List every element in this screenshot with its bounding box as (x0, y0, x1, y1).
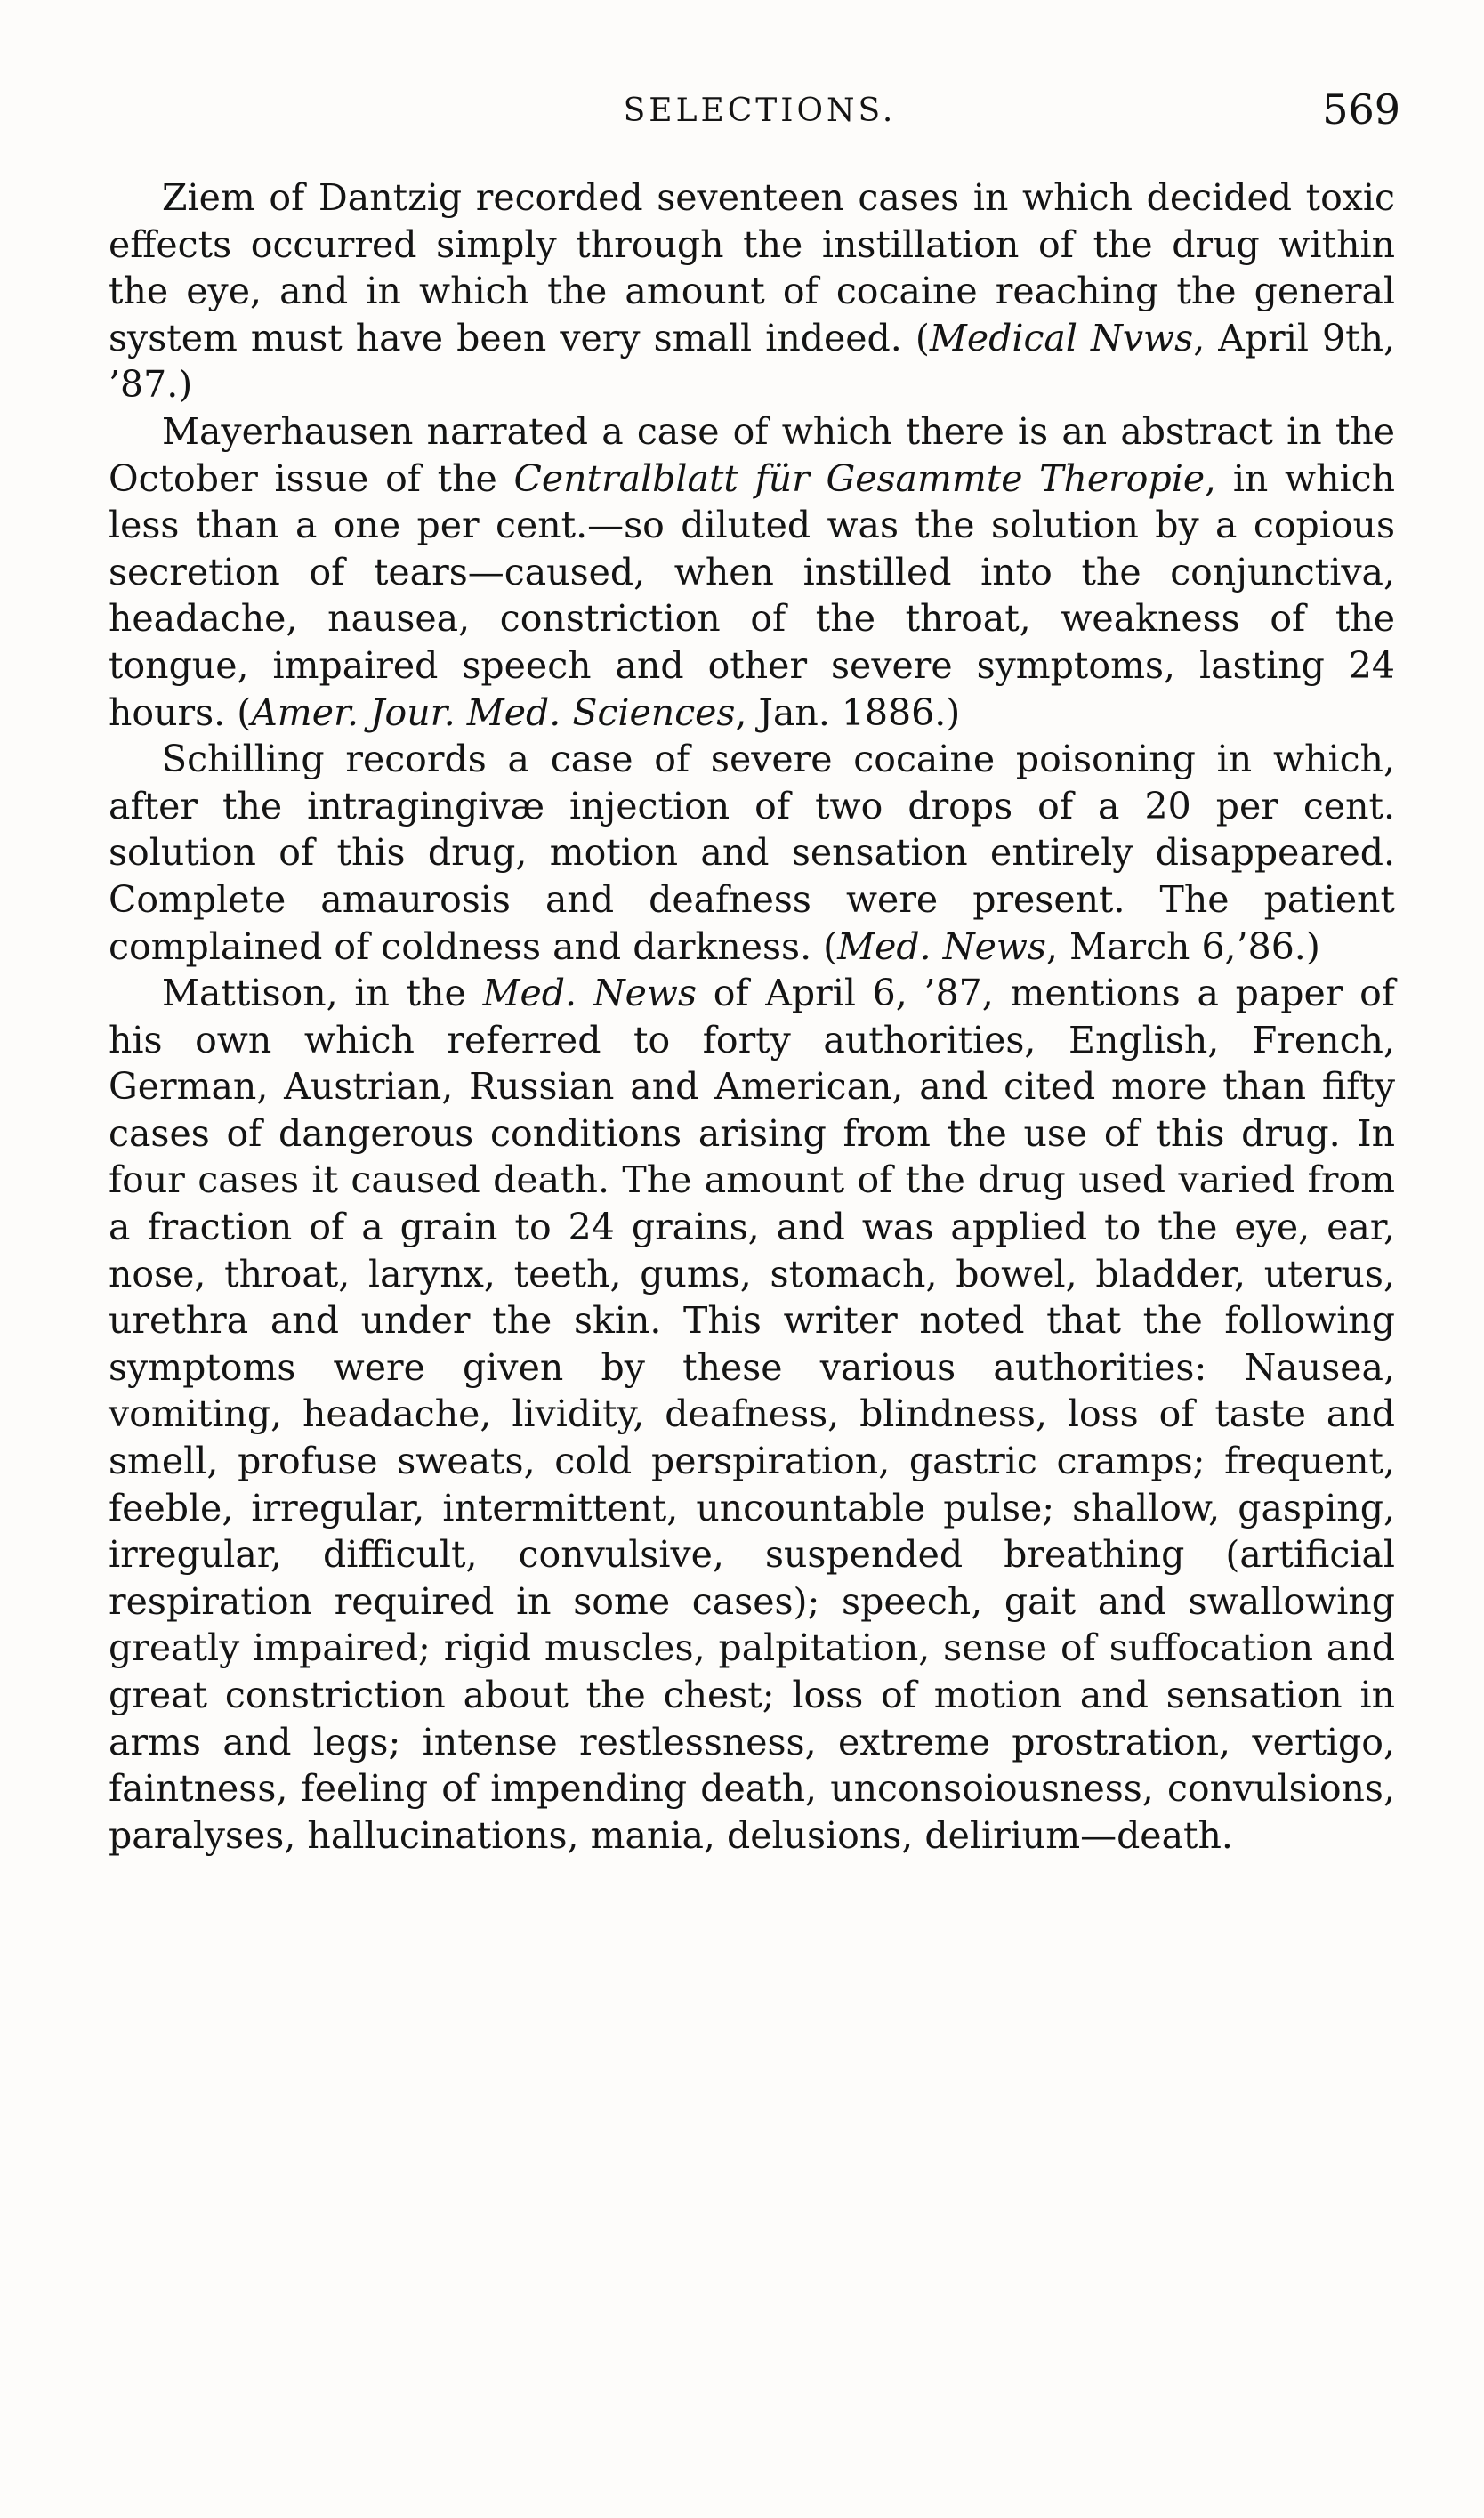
text-segment: Mattison, in the (162, 972, 483, 1015)
body-text (109, 174, 1395, 1859)
text-segment: , March 6,’86.) (1045, 924, 1320, 968)
citation-italic: Medical Nvws (929, 316, 1194, 359)
paragraph-schilling (109, 736, 1395, 970)
citation-italic: Amer. Jour. Med. Sciences (251, 690, 736, 734)
text-segment: Mayerhausen narrated a case of which there is an abstract in the October issue of the (109, 409, 1395, 500)
paragraph-mayerhausen (109, 408, 1395, 736)
running-head-title: SELECTIONS. (623, 93, 897, 129)
text-segment: Ziem of Dantzig recorded seventeen cases in which decided toxic effects occurred simply through the instillation of the drug within the eye, and in which the amount of cocaine reaching the general system must have been very small indeed. ( (109, 176, 1395, 359)
text-segment: , in which less than a one per cent.—so diluted was the solution by a copious secretion of tears—caused, when instilled into the conjunctiva, headache, nausea, constriction of the throat, weakness of the tongue, impaired speech and other severe symptoms, lasting 24 hours. ( (109, 456, 1396, 734)
citation-italic: Med. News (837, 924, 1046, 968)
running-head (107, 85, 1413, 139)
citation-italic: Med. News (482, 972, 697, 1015)
paragraph-ziem (109, 174, 1395, 408)
paragraph-mattison (109, 970, 1395, 1859)
citation-italic: Centralblatt für Gesammte Theropie (513, 456, 1206, 500)
page-number: 569 (1322, 85, 1400, 133)
text-segment: Schilling records a case of severe cocaine poisoning in which, after the intragingivæ injection of two drops of a 20 per cent. solution of this drug, motion and sensation entirely disappeared. Complete amaurosis and deafness were present. The patient complained of coldness and darkness. ( (109, 738, 1395, 968)
text-segment: of April 6, ’87, mentions a paper of his own which referred to forty authorities, English, French, German, Austrian, Russian and American, and cited more than fifty cases of dangerous conditions arising from the use of this drug. In four cases it caused death. The amount of the drug used varied from a fraction of a grain to 24 grains, and was applied to the eye, ear, nose, throat, larynx, teeth, gums, stomach, bowel, bladder, uterus, urethra and under the skin. This writer noted that the following symptoms were given by these various authorities: Nausea, vomiting, headache, lividity, deafness, blindness, loss of taste and smell, profuse sweats, cold perspiration, gastric cramps; frequent, feeble, irregular, intermittent, uncountable pulse; shallow, gasping, irregular, difficult, convulsive, suspended breathing (artificial respiration required in some cases); speech, gait and swallowing greatly impaired; rigid muscles, palpitation, sense of suffocation and great constriction about the chest; loss of motion and sensation in arms and legs; intense restlessness, extreme prostration, vertigo, faintness, feeling of impending death, unconsoiousness, convulsions, paralyses, hallucinations, mania, delusions, delirium—death. (109, 972, 1395, 1857)
text-segment: , April 9th, ’87.) (109, 316, 1396, 407)
text-segment: , Jan. 1886.) (735, 690, 961, 734)
